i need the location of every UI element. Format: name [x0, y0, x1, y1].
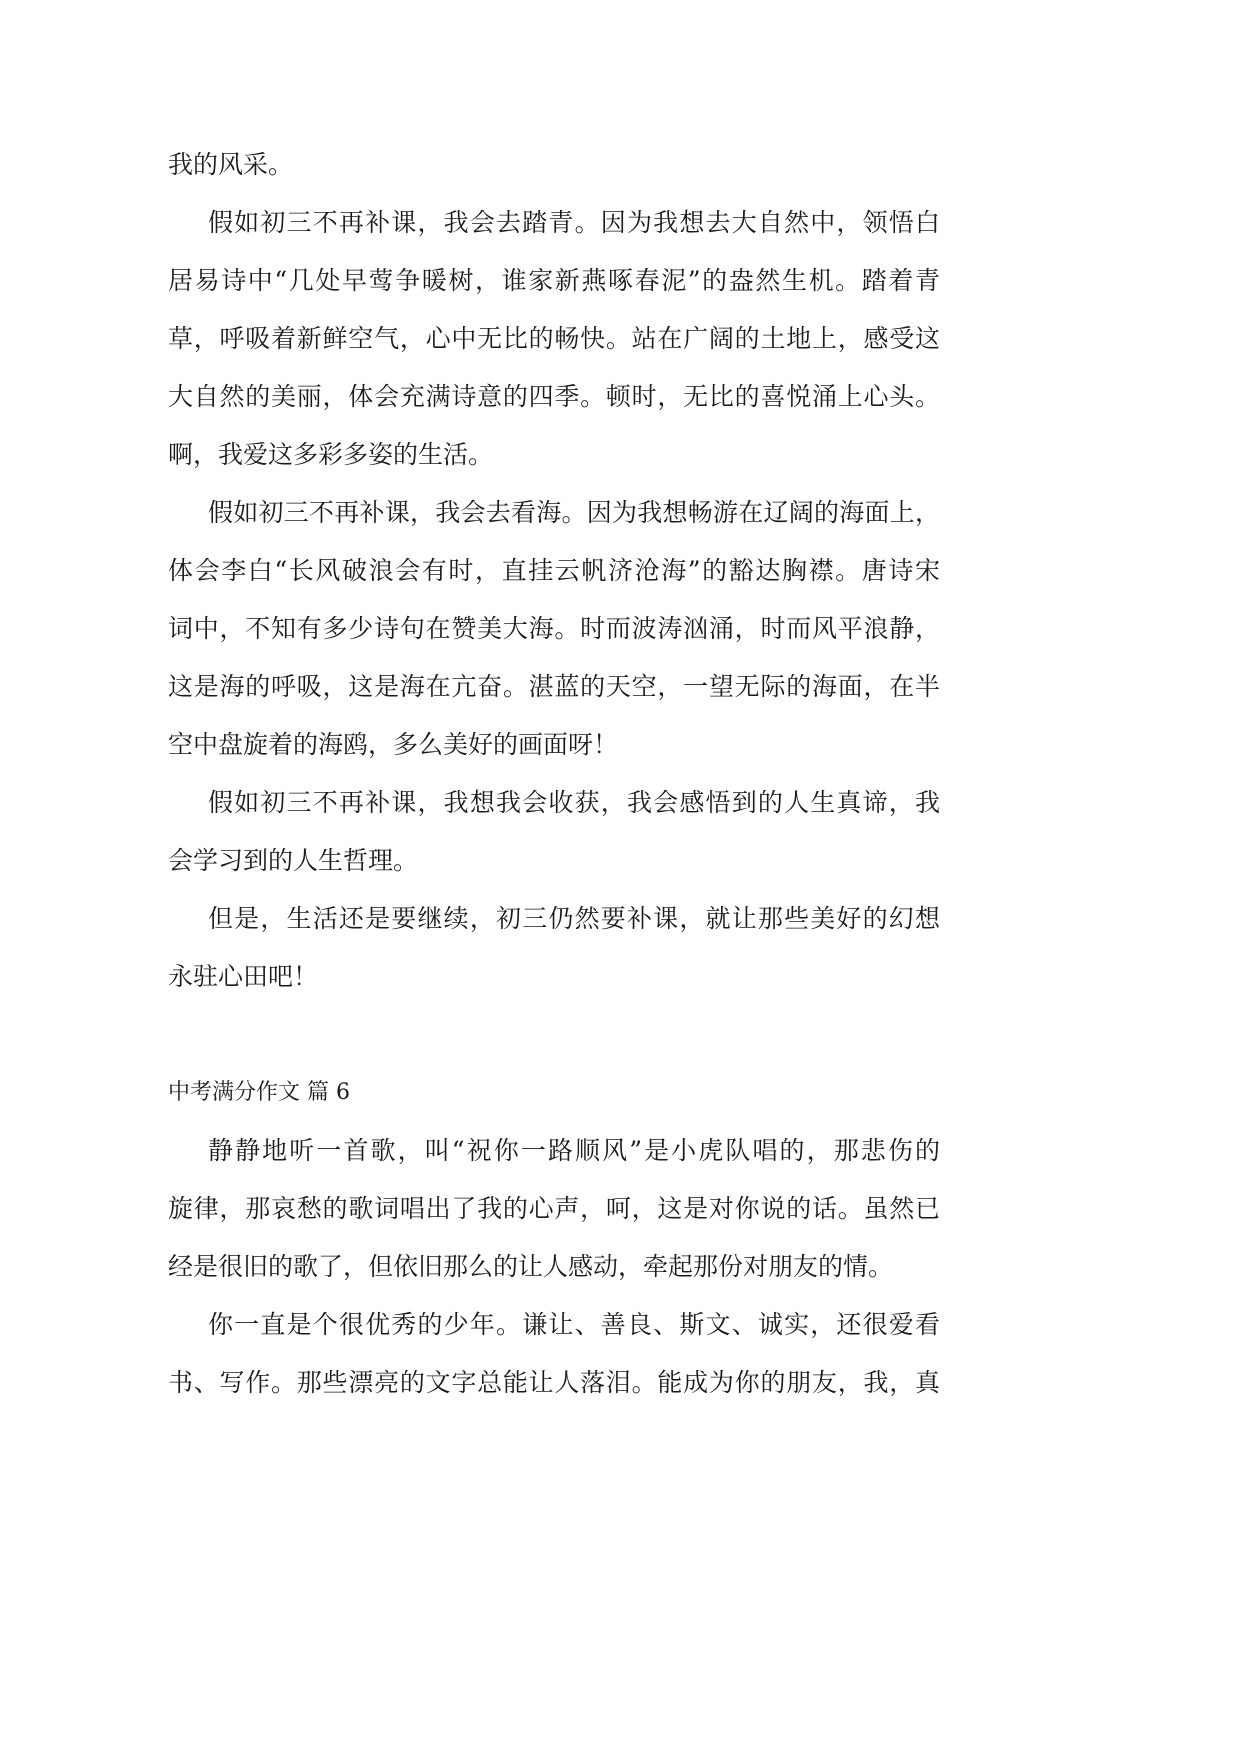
document-body — [168, 136, 940, 1412]
text-line: 假如初三不再补课，我想我会收获，我会感悟到的人生真谛，我 — [208, 788, 940, 817]
text-line: 草，呼吸着新鲜空气，心中无比的畅快。站在广阔的土地上，感受这 — [168, 324, 940, 353]
text-line: 旋律，那哀愁的歌词唱出了我的心声，呵，这是对你说的话。虽然已 — [168, 1194, 940, 1223]
text-line: 这是海的呼吸，这是海在亢奋。湛蓝的天空，一望无际的海面，在半 — [168, 672, 940, 701]
essay-heading: 中考满分作文 篇 6 — [168, 1080, 350, 1105]
text-line: 静静地听一首歌，叫“祝你一路顺风”是小虎队唱的，那悲伤的 — [208, 1136, 940, 1165]
paragraph — [168, 1296, 940, 1412]
text-line: 经是很旧的歌了，但依旧那么的让人感动，牵起那份对朋友的情。 — [168, 1252, 894, 1281]
text-line: 大自然的美丽，体会充满诗意的四季。顿时，无比的喜悦涌上心头。 — [168, 382, 940, 411]
text-line: 会学习到的人生哲理。 — [168, 846, 419, 875]
text-line: 你一直是个很优秀的少年。谦让、善良、斯文、诚实，还很爱看 — [208, 1310, 940, 1339]
text-line: 空中盘旋着的海鸥，多么美好的画面呀！ — [168, 730, 619, 759]
blank-line — [168, 1006, 940, 1064]
paragraph — [168, 890, 940, 1006]
text-line: 但是，生活还是要继续，初三仍然要补课，就让那些美好的幻想 — [208, 904, 940, 933]
text-line: 书、写作。那些漂亮的文字总能让人落泪。能成为你的朋友，我，真 — [168, 1368, 940, 1397]
text-line: 永驻心田吧！ — [168, 962, 319, 991]
paragraph — [168, 484, 940, 774]
text-line: 我的风采。 — [168, 150, 294, 179]
text-line: 居易诗中“几处早莺争暖树，谁家新燕啄春泥”的盎然生机。踏着青 — [168, 266, 940, 295]
text-line: 体会李白“长风破浪会有时，直挂云帆济沧海”的豁达胸襟。唐诗宋 — [168, 556, 940, 585]
text-line: 假如初三不再补课，我会去踏青。因为我想去大自然中，领悟白 — [208, 208, 940, 237]
text-line: 假如初三不再补课，我会去看海。因为我想畅游在辽阔的海面上， — [208, 498, 940, 527]
paragraph — [168, 1122, 940, 1296]
paragraph — [168, 136, 940, 194]
paragraph — [168, 194, 940, 484]
paragraph — [168, 774, 940, 890]
text-line: 词中，不知有多少诗句在赞美大海。时而波涛汹涌，时而风平浪静， — [168, 614, 940, 643]
text-line: 啊，我爱这多彩多姿的生活。 — [168, 440, 494, 469]
